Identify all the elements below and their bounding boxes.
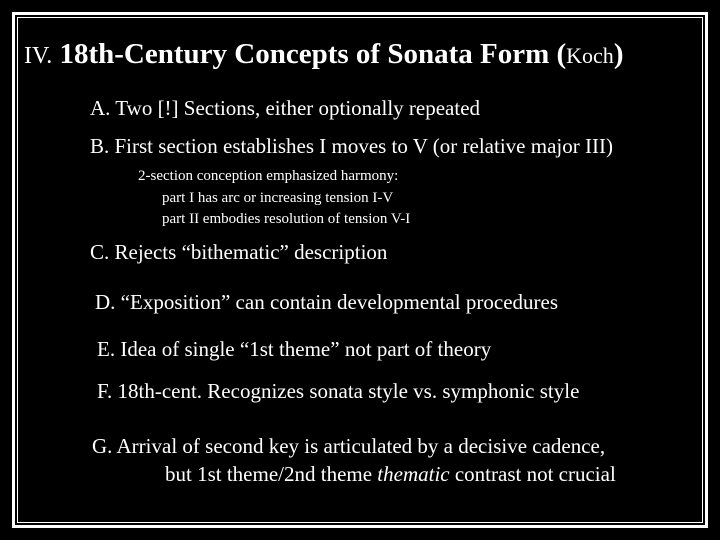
title-paren-open: ( (556, 38, 567, 70)
bullet-d: D. “Exposition” can contain developmental procedures (95, 290, 559, 314)
slide-title (24, 38, 623, 71)
bullet-g-line2 (165, 462, 616, 487)
sub-bullet-3: part II embodies resolution of tension V-I (162, 211, 411, 227)
bullet-g-line2-post: contrast not crucial (449, 462, 616, 486)
bullet-g-line1: G. Arrival of second key is articulated by a decisive cadence, (92, 434, 606, 458)
sub-bullet-2: part I has arc or increasing tension I-V (162, 190, 394, 206)
bullet-f: F. 18th-cent. Recognizes sonata style vs. symphonic style (97, 379, 580, 403)
bullet-b: B. First section establishes I moves to V (or relative major III) (90, 134, 613, 158)
title-paren-close: ) (613, 38, 624, 70)
title-main-text: 18th-Century Concepts of Sonata Form (59, 38, 550, 70)
title-roman-numeral: IV. (24, 43, 53, 69)
bullet-c: C. Rejects “bithematic” description (90, 240, 388, 264)
sub-bullet-1: 2-section conception emphasized harmony: (138, 168, 399, 184)
bullet-a: A. Two [!] Sections, either optionally repeated (90, 96, 481, 120)
bullet-g-emphasis: thematic (377, 462, 450, 486)
bullet-g-line2-pre: but 1st theme/2nd theme (165, 462, 378, 486)
title-koch: Koch (566, 43, 614, 68)
bullet-e: E. Idea of single “1st theme” not part of theory (97, 337, 492, 361)
